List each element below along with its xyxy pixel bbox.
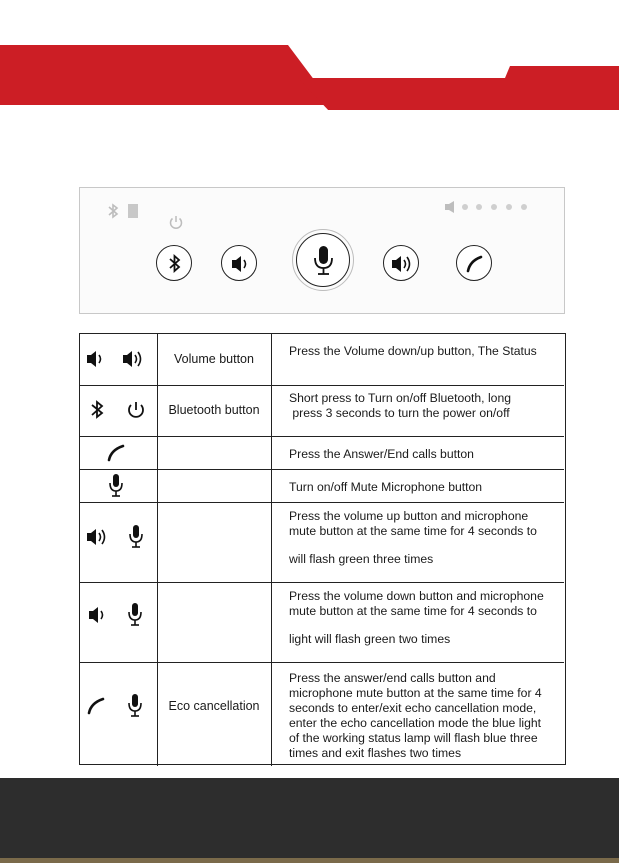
bluetooth-icon xyxy=(106,202,120,220)
volume-level-dot xyxy=(506,204,512,210)
volume-down-button[interactable] xyxy=(221,245,257,281)
bluetooth-icon xyxy=(157,246,193,282)
microphone-button[interactable] xyxy=(296,233,350,287)
call-button[interactable] xyxy=(456,245,492,281)
row-label: Eco cancellation xyxy=(168,699,260,713)
battery-icon xyxy=(128,204,138,218)
row-description: Press the Volume down/up button, The Status xyxy=(289,344,537,358)
microphone-icon xyxy=(108,473,124,499)
footer-strip xyxy=(0,858,619,863)
volume-level-dot xyxy=(462,204,468,210)
row-label: Bluetooth button xyxy=(168,403,260,417)
volume-up-icon xyxy=(121,349,145,369)
bluetooth-button[interactable] xyxy=(156,245,192,281)
device-panel xyxy=(79,187,565,314)
volume-level-dot xyxy=(491,204,497,210)
speaker-icon xyxy=(444,200,458,214)
row-description: Turn on/off Mute Microphone button xyxy=(289,480,483,494)
footer-band xyxy=(0,778,619,863)
microphone-icon xyxy=(127,602,143,628)
row-label: Volume button xyxy=(174,352,254,366)
power-icon xyxy=(168,214,184,230)
volume-up-icon xyxy=(85,527,109,547)
phone-handset-icon xyxy=(86,696,108,716)
volume-down-icon xyxy=(87,605,109,625)
phone-handset-icon xyxy=(457,246,493,282)
row-description: Press the Answer/End calls button xyxy=(289,447,474,461)
power-icon xyxy=(126,400,146,420)
volume-up-button[interactable] xyxy=(383,245,419,281)
header-banner xyxy=(0,40,619,110)
row-description: Short press to Turn on/off Bluetooth, long press 3 seconds to turn the power on/off xyxy=(289,391,511,420)
microphone-icon xyxy=(128,524,144,550)
row-description: Press the volume down button and microphone mute button at the same time for 4 seconds to light will flash green two times xyxy=(289,589,544,646)
phone-handset-icon xyxy=(106,443,128,463)
volume-level-dot xyxy=(521,204,527,210)
microphone-icon xyxy=(127,693,143,719)
volume-up-icon xyxy=(384,246,420,282)
bluetooth-icon xyxy=(89,399,105,421)
microphone-icon xyxy=(297,234,351,288)
volume-down-icon xyxy=(85,349,107,369)
volume-down-icon xyxy=(222,246,258,282)
table-row xyxy=(79,333,566,385)
volume-level-dot xyxy=(476,204,482,210)
row-description: Press the answer/end calls button and microphone mute button at the same time for 4 seconds to enter/exit echo cancellation mode, enter the echo cancellation mode the blue light of the working status lamp will flash blue three times and exit flashes two times xyxy=(289,671,542,760)
row-description: Press the volume up button and microphone mute button at the same time for 4 seconds to will flash green three times xyxy=(289,509,537,566)
